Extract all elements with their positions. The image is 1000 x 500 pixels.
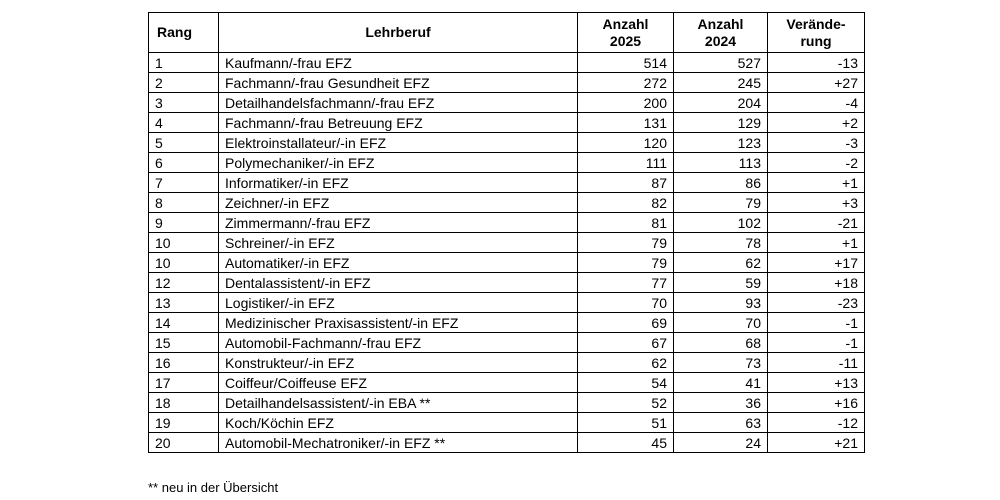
cell-anzahl-2025: 272: [578, 73, 674, 93]
table-row: [149, 293, 865, 313]
cell-anzahl-2024: 123: [674, 133, 768, 153]
header-veraenderung-line1: Verände-: [786, 15, 846, 32]
cell-rang: 6: [149, 153, 219, 173]
cell-veraenderung: -12: [768, 413, 865, 433]
cell-rang: 1: [149, 53, 219, 73]
header-anzahl-2025-line2: 2025: [609, 32, 642, 49]
cell-anzahl-2024: 129: [674, 113, 768, 133]
table-row: [149, 373, 865, 393]
cell-anzahl-2025: 514: [578, 53, 674, 73]
cell-rang: 19: [149, 413, 219, 433]
cell-rang: 3: [149, 93, 219, 113]
cell-anzahl-2025: 131: [578, 113, 674, 133]
cell-anzahl-2024: 24: [674, 433, 768, 453]
cell-anzahl-2024: 73: [674, 353, 768, 373]
table-row: [149, 73, 865, 93]
cell-lehrberuf: Schreiner/-in EFZ: [219, 233, 578, 253]
cell-veraenderung: +18: [768, 273, 865, 293]
cell-anzahl-2024: 70: [674, 313, 768, 333]
header-anzahl-2024-line2: 2024: [704, 32, 737, 49]
cell-veraenderung: -13: [768, 53, 865, 73]
cell-rang: 4: [149, 113, 219, 133]
cell-anzahl-2024: 68: [674, 333, 768, 353]
cell-anzahl-2024: 204: [674, 93, 768, 113]
cell-anzahl-2024: 79: [674, 193, 768, 213]
header-anzahl-2025-line1: Anzahl: [602, 15, 649, 32]
cell-veraenderung: +27: [768, 73, 865, 93]
cell-veraenderung: -11: [768, 353, 865, 373]
cell-veraenderung: +1: [768, 233, 865, 253]
table-row: [149, 93, 865, 113]
cell-lehrberuf: Dentalassistent/-in EFZ: [219, 273, 578, 293]
cell-anzahl-2025: 70: [578, 293, 674, 313]
cell-anzahl-2025: 87: [578, 173, 674, 193]
cell-rang: 7: [149, 173, 219, 193]
cell-anzahl-2025: 51: [578, 413, 674, 433]
table-row: [149, 253, 865, 273]
header-lehrberuf: Lehrberuf: [219, 13, 578, 53]
cell-lehrberuf: Kaufmann/-frau EFZ: [219, 53, 578, 73]
table-header: [149, 13, 865, 53]
cell-anzahl-2025: 52: [578, 393, 674, 413]
table-row: [149, 193, 865, 213]
cell-rang: 9: [149, 213, 219, 233]
cell-anzahl-2025: 81: [578, 213, 674, 233]
header-veraenderung-line2: rung: [800, 32, 832, 49]
cell-rang: 10: [149, 253, 219, 273]
cell-anzahl-2025: 54: [578, 373, 674, 393]
cell-rang: 16: [149, 353, 219, 373]
cell-veraenderung: -1: [768, 313, 865, 333]
cell-lehrberuf: Zimmermann/-frau EFZ: [219, 213, 578, 233]
table-row: [149, 173, 865, 193]
cell-lehrberuf: Automatiker/-in EFZ: [219, 253, 578, 273]
cell-veraenderung: -3: [768, 133, 865, 153]
cell-rang: 8: [149, 193, 219, 213]
cell-lehrberuf: Automobil-Mechatroniker/-in EFZ **: [219, 433, 578, 453]
table-body: [149, 53, 865, 453]
table-row: [149, 313, 865, 333]
cell-anzahl-2024: 86: [674, 173, 768, 193]
cell-anzahl-2025: 67: [578, 333, 674, 353]
cell-rang: 17: [149, 373, 219, 393]
header-anzahl-2025: [578, 13, 674, 53]
cell-lehrberuf: Informatiker/-in EFZ: [219, 173, 578, 193]
header-row: [149, 13, 865, 53]
cell-rang: 14: [149, 313, 219, 333]
table-row: [149, 413, 865, 433]
cell-veraenderung: -1: [768, 333, 865, 353]
table-row: [149, 333, 865, 353]
cell-lehrberuf: Koch/Köchin EFZ: [219, 413, 578, 433]
cell-veraenderung: +3: [768, 193, 865, 213]
cell-rang: 10: [149, 233, 219, 253]
cell-anzahl-2025: 77: [578, 273, 674, 293]
cell-veraenderung: -2: [768, 153, 865, 173]
footnote: ** neu in der Übersicht: [148, 480, 279, 495]
cell-rang: 2: [149, 73, 219, 93]
table-row: [149, 233, 865, 253]
cell-rang: 12: [149, 273, 219, 293]
cell-anzahl-2024: 41: [674, 373, 768, 393]
cell-lehrberuf: Polymechaniker/-in EFZ: [219, 153, 578, 173]
cell-anzahl-2025: 82: [578, 193, 674, 213]
cell-anzahl-2024: 78: [674, 233, 768, 253]
header-veraenderung: [768, 13, 865, 53]
cell-veraenderung: -4: [768, 93, 865, 113]
cell-veraenderung: -21: [768, 213, 865, 233]
cell-anzahl-2025: 120: [578, 133, 674, 153]
table-row: [149, 213, 865, 233]
table-row: [149, 433, 865, 453]
cell-anzahl-2024: 62: [674, 253, 768, 273]
cell-rang: 18: [149, 393, 219, 413]
cell-lehrberuf: Logistiker/-in EFZ: [219, 293, 578, 313]
cell-veraenderung: +2: [768, 113, 865, 133]
cell-anzahl-2025: 79: [578, 233, 674, 253]
cell-veraenderung: +13: [768, 373, 865, 393]
cell-anzahl-2025: 200: [578, 93, 674, 113]
header-anzahl-2024-line1: Anzahl: [697, 15, 744, 32]
cell-anzahl-2025: 62: [578, 353, 674, 373]
cell-anzahl-2024: 113: [674, 153, 768, 173]
header-rang: Rang: [149, 13, 219, 53]
cell-lehrberuf: Elektroinstallateur/-in EFZ: [219, 133, 578, 153]
cell-anzahl-2024: 245: [674, 73, 768, 93]
cell-lehrberuf: Medizinischer Praxisassistent/-in EFZ: [219, 313, 578, 333]
cell-rang: 5: [149, 133, 219, 153]
cell-anzahl-2025: 45: [578, 433, 674, 453]
cell-veraenderung: +17: [768, 253, 865, 273]
table-row: [149, 133, 865, 153]
cell-anzahl-2024: 59: [674, 273, 768, 293]
table-row: [149, 393, 865, 413]
table-row: [149, 353, 865, 373]
table-row: [149, 53, 865, 73]
table-row: [149, 273, 865, 293]
header-anzahl-2024: [674, 13, 768, 53]
cell-anzahl-2024: 527: [674, 53, 768, 73]
cell-veraenderung: +21: [768, 433, 865, 453]
cell-veraenderung: +1: [768, 173, 865, 193]
cell-anzahl-2025: 111: [578, 153, 674, 173]
ranking-table: [148, 12, 865, 453]
table-row: [149, 113, 865, 133]
cell-lehrberuf: Detailhandelsassistent/-in EBA **: [219, 393, 578, 413]
cell-veraenderung: +16: [768, 393, 865, 413]
cell-lehrberuf: Konstrukteur/-in EFZ: [219, 353, 578, 373]
cell-lehrberuf: Fachmann/-frau Gesundheit EFZ: [219, 73, 578, 93]
cell-veraenderung: -23: [768, 293, 865, 313]
cell-lehrberuf: Fachmann/-frau Betreuung EFZ: [219, 113, 578, 133]
cell-rang: 15: [149, 333, 219, 353]
cell-rang: 20: [149, 433, 219, 453]
cell-anzahl-2025: 69: [578, 313, 674, 333]
cell-rang: 13: [149, 293, 219, 313]
cell-lehrberuf: Coiffeur/Coiffeuse EFZ: [219, 373, 578, 393]
cell-anzahl-2024: 93: [674, 293, 768, 313]
cell-lehrberuf: Automobil-Fachmann/-frau EFZ: [219, 333, 578, 353]
cell-lehrberuf: Detailhandelsfachmann/-frau EFZ: [219, 93, 578, 113]
table-row: [149, 153, 865, 173]
cell-lehrberuf: Zeichner/-in EFZ: [219, 193, 578, 213]
cell-anzahl-2025: 79: [578, 253, 674, 273]
cell-anzahl-2024: 63: [674, 413, 768, 433]
cell-anzahl-2024: 36: [674, 393, 768, 413]
cell-anzahl-2024: 102: [674, 213, 768, 233]
